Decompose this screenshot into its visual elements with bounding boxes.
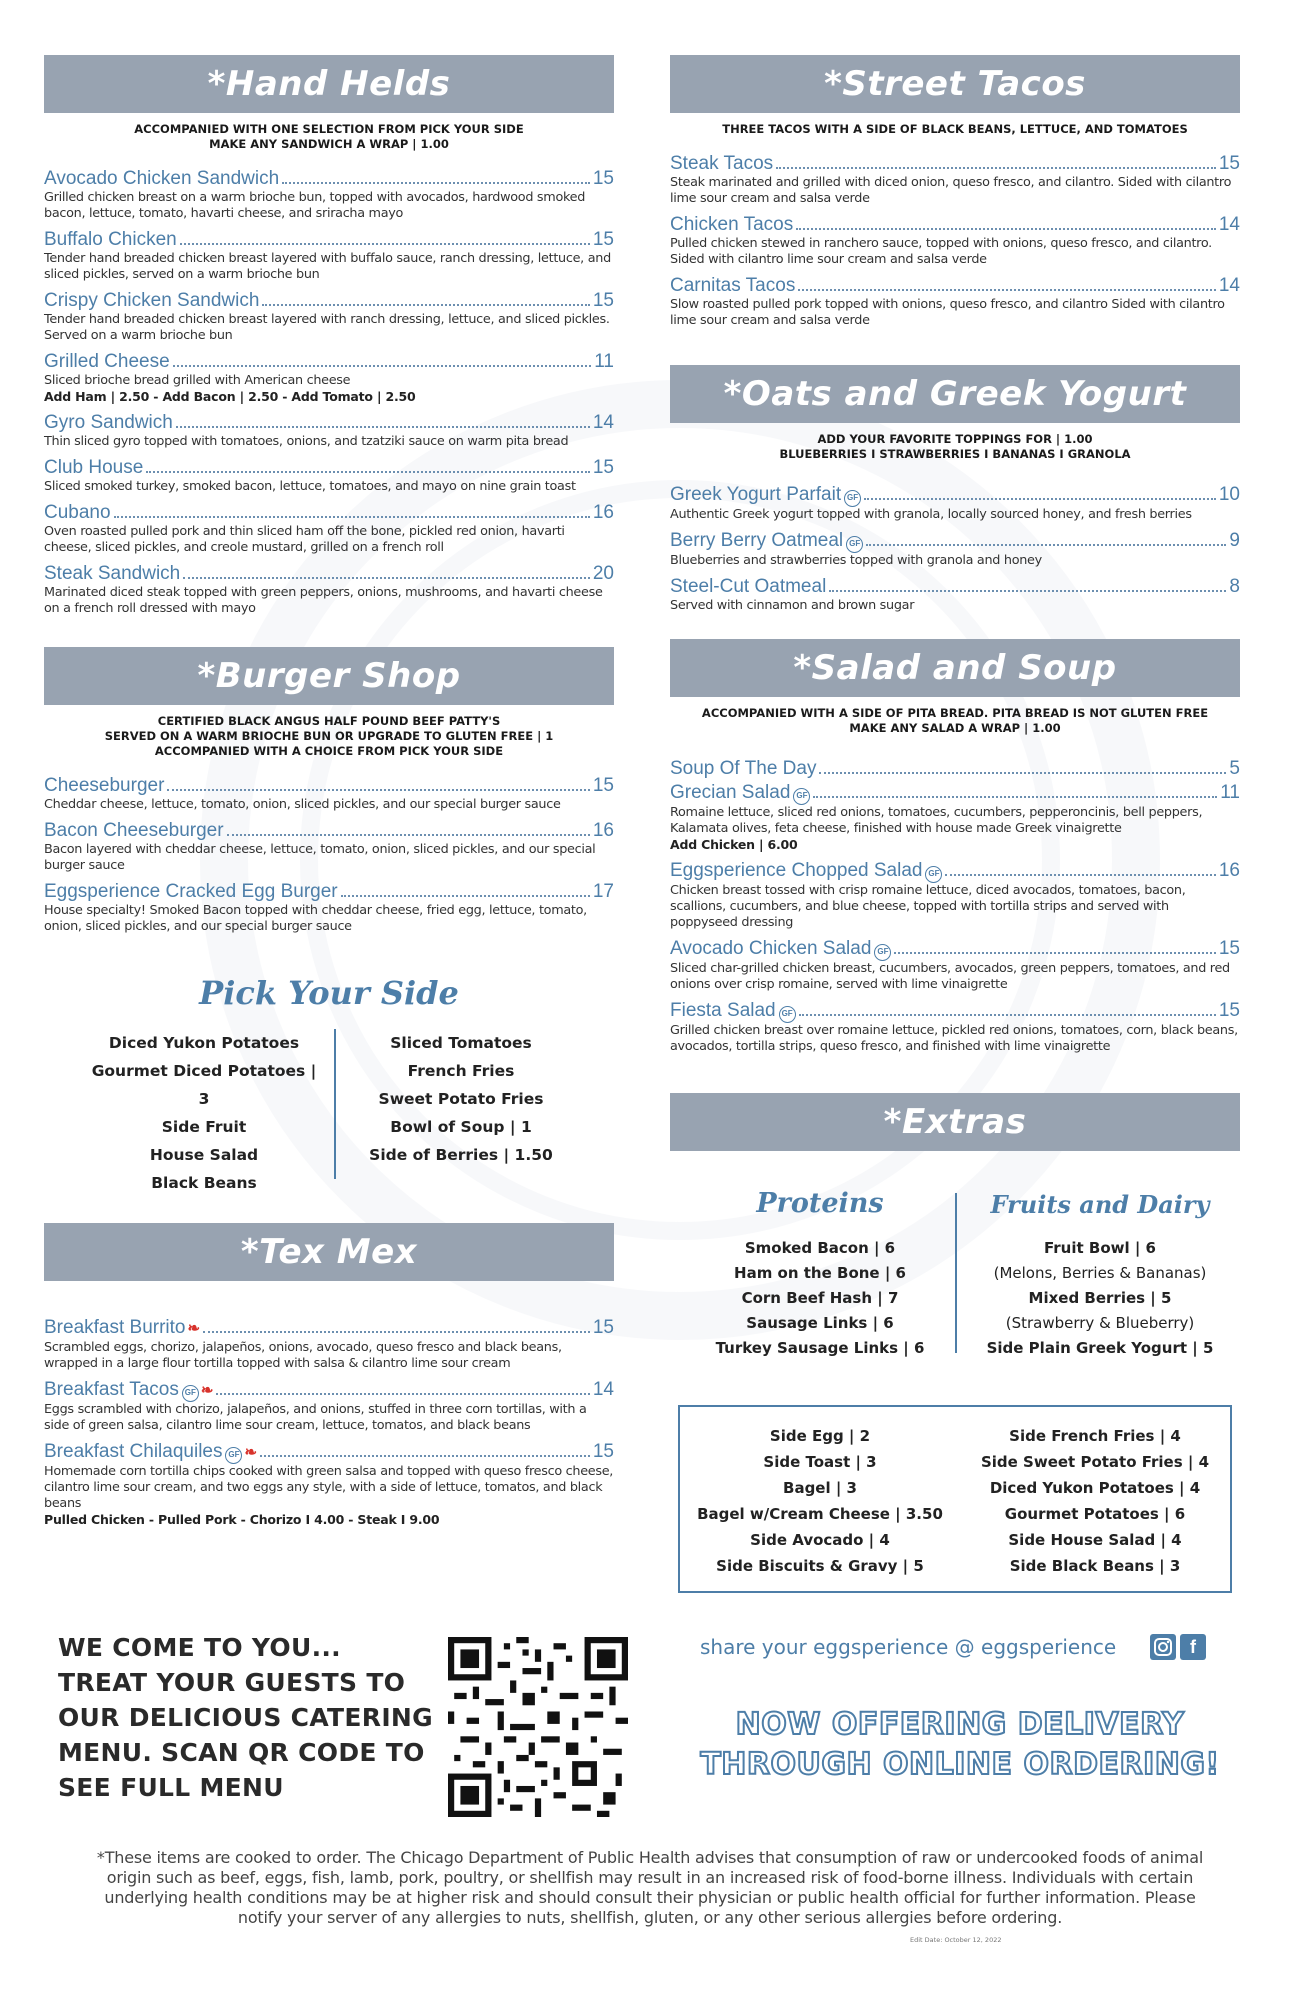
item-description: Authentic Greek yogurt topped with granola, locally sourced honey, and fresh berries [670,507,1192,522]
item-description: Homemade corn tortilla chips cooked with green salsa and topped with queso fresco cheese, cilantro lime sour cream, and two eggs any style, with a side of lettuce, tomatos, and black beans [44,1464,614,1511]
extra-item: Side French Fries | 4 [1009,1427,1181,1445]
menu-item [44,502,614,556]
share-text: share your eggsperience @ eggsperience [700,1635,1117,1659]
item-price: 15 [592,290,614,311]
pick-your-side-section [44,973,614,1192]
facebook-icon[interactable]: f [1180,1634,1206,1660]
section-subtitle [670,432,1240,462]
gluten-free-icon: GF [874,944,891,961]
item-price: 15 [1218,938,1240,959]
item-name: Breakfast Burrito [44,1317,186,1338]
menu-item [44,1317,614,1372]
menu-item [44,775,614,813]
side-option: Black Beans [151,1174,257,1192]
menu-item [670,758,1240,780]
item-price: 17 [592,881,614,902]
item-description: House specialty! Smoked Bacon topped with cheddar cheese, fried egg, lettuce, tomato, onion, sliced pickles, and our special burger sauce [44,903,587,934]
menu-item [670,484,1240,523]
section-banner: *Extras [670,1093,1240,1151]
section-banner: *Hand Helds [44,55,614,113]
leader-dots [203,1331,590,1333]
item-description: Pulled chicken stewed in ranchero sauce, topped with onions, queso fresco, and cilantro. Sided with cilantro lime sour cream and salsa verde [670,236,1212,267]
leader-dots [798,289,1216,291]
subtitle-line: SERVED ON A WARM BRIOCHE BUN OR UPGRADE TO GLUTEN FREE | 1 [104,729,554,743]
subtitle-line: ACCOMPANIED WITH ONE SELECTION FROM PICK YOUR SIDE [134,122,524,136]
section-subtitle [44,122,614,152]
side-option: Side of Berries | 1.50 [369,1146,553,1164]
side-option: Diced Yukon Potatoes [108,1034,300,1052]
item-price: 5 [1229,758,1240,779]
menu-item [44,820,614,874]
sides-box-left [680,1423,960,1579]
item-name: Greek Yogurt Parfait [670,484,842,505]
spicy-pepper-icon: ❧ [187,1320,201,1337]
menu-item [670,782,1240,853]
divider [955,1193,957,1353]
extra-item: Sausage Links | 6 [746,1314,894,1332]
extra-item: Side Toast | 3 [763,1453,877,1471]
delivery-banner [680,1705,1240,1785]
item-description: Bacon layered with cheddar cheese, lettuce, tomato, onion, sliced pickles, and our special burger sauce [44,842,596,873]
item-name: Crispy Chicken Sandwich [44,290,260,311]
leader-dots [799,1014,1216,1016]
item-description: Scrambled eggs, chorizo, jalapeños, onions, avocado, queso fresco and black beans, wrapped in a large flour tortilla topped with salsa & cilantro lime sour cream [44,1340,562,1371]
menu-item [44,351,614,405]
edit-date: Edit Date: October 12, 2022 [910,1936,1002,1944]
item-name: Avocado Chicken Sandwich [44,168,280,189]
item-description: Slow roasted pulled pork topped with onions, queso fresco, and cilantro Sided with cilantro lime sour cream and salsa verde [670,297,1225,328]
menu-item [670,214,1240,268]
gluten-free-icon: GF [793,788,810,805]
side-option: French Fries [407,1062,515,1080]
item-name: Steel-Cut Oatmeal [670,576,827,597]
menu-item [670,938,1240,993]
gluten-free-icon: GF [925,866,942,883]
item-name: Berry Berry Oatmeal [670,530,844,551]
leader-dots [796,228,1216,230]
menu-item [670,275,1240,329]
item-description: Tender hand breaded chicken breast layered with buffalo sauce, ranch dressing, lettuce, and sliced pickles, served on a warm brioche bun [44,251,611,282]
item-name: Grilled Cheese [44,351,170,372]
item-price: 16 [592,820,614,841]
side-option: Gourmet Diced Potatoes | 3 [91,1062,317,1108]
side-options-left [84,1029,324,1197]
item-name: Chicken Tacos [670,214,794,235]
leader-dots [227,834,590,836]
leader-dots [864,498,1216,500]
item-name: Cubano [44,502,111,523]
leader-dots [282,182,590,184]
item-name: Carnitas Tacos [670,275,796,296]
extra-note: (Strawberry & Blueberry) [1005,1314,1195,1332]
delivery-line: NOW OFFERING DELIVERY [735,1707,1185,1742]
leader-dots [167,789,589,791]
item-price: 14 [1218,275,1240,296]
item-price: 15 [592,229,614,250]
menu-item [44,229,614,283]
item-price: 16 [592,502,614,523]
leader-dots [176,426,590,428]
section-subtitle [670,122,1240,137]
subtitle-line: CERTIFIED BLACK ANGUS HALF POUND BEEF PATTY'S [157,714,501,728]
extra-item: Side Egg | 2 [769,1427,871,1445]
extra-item: Smoked Bacon | 6 [744,1239,896,1257]
extra-item: Corn Beef Hash | 7 [741,1289,899,1307]
item-description: Sliced char-grilled chicken breast, cucumbers, avocados, green peppers, tomatoes, and red onions over crisp romaine, served with lime vinaigrette [670,961,1230,992]
subtitle-line: BLUEBERRIES I STRAWBERRIES I BANANAS I GRANOLA [779,447,1131,461]
leader-dots [173,365,592,367]
item-addon: Add Ham | 2.50 - Add Bacon | 2.50 - Add Tomato | 2.50 [44,389,416,404]
item-description: Oven roasted pulled pork and thin sliced ham off the bone, pickled red onion, havarti cheese, sliced pickles, and creole mustard, grilled on a french roll [44,524,565,555]
hand-helds-section [44,55,614,624]
extra-item: Side Plain Greek Yogurt | 5 [986,1339,1214,1357]
burger-shop-section [44,647,614,942]
extra-item: Diced Yukon Potatoes | 4 [989,1479,1201,1497]
qr-code-icon[interactable] [448,1637,628,1817]
extra-item: Bagel | 3 [783,1479,857,1497]
item-name: Soup Of The Day [670,758,817,779]
gluten-free-icon: GF [225,1447,242,1464]
extra-item: Mixed Berries | 5 [1028,1289,1172,1307]
gluten-free-icon: GF [182,1385,199,1402]
item-price: 20 [592,563,614,584]
proteins-title: Proteins [756,1188,884,1219]
menu-item [44,563,614,617]
subtitle-line: ACCOMPANIED WITH A SIDE OF PITA BREAD. PITA BREAD IS NOT GLUTEN FREE [701,706,1209,720]
instagram-icon[interactable] [1150,1634,1176,1660]
extra-item: Side Black Beans | 3 [1009,1557,1181,1575]
street-tacos-section [670,55,1240,336]
subtitle-line: MAKE ANY SALAD A WRAP | 1.00 [849,721,1061,735]
item-price: 15 [592,775,614,796]
menu-item [44,881,614,935]
delivery-line: THROUGH ONLINE ORDERING! [700,1747,1220,1782]
item-price: 11 [594,351,614,372]
section-banner: *Salad and Soup [670,639,1240,697]
menu-item [44,168,614,222]
salad-soup-section [670,639,1240,1062]
menu-item [44,412,614,450]
item-addon: Add Chicken | 6.00 [670,837,798,852]
item-price: 14 [592,1379,614,1400]
catering-promo: WE COME TO YOU... TREAT YOUR GUESTS TO OUR DELICIOUS CATERING MENU. SCAN QR CODE TO SEE FULL MENU [58,1633,433,1802]
extra-item: Ham on the Bone | 6 [734,1264,906,1282]
menu-items [670,484,1240,614]
subtitle-line: MAKE ANY SANDWICH A WRAP | 1.00 [209,137,449,151]
gluten-free-icon: GF [844,490,861,507]
side-option: Sweet Potato Fries [378,1090,544,1108]
item-price: 14 [1218,214,1240,235]
leader-dots [114,516,590,518]
item-description: Marinated diced steak topped with green peppers, onions, mushrooms, and havarti cheese on a french roll dressed with mayo [44,585,603,616]
side-options-right [346,1029,576,1197]
menu-item [44,1441,614,1528]
leader-dots [341,895,590,897]
extra-item: Bagel w/Cream Cheese | 3.50 [697,1505,943,1523]
section-subtitle [670,706,1240,736]
menu-item [44,457,614,495]
menu-item [670,1000,1240,1055]
subtitle-line: ACCOMPANIED WITH A CHOICE FROM PICK YOUR SIDE [154,744,504,758]
leader-dots [260,1455,590,1457]
item-price: 15 [592,168,614,189]
extra-item: Side Avocado | 4 [750,1531,890,1549]
leader-dots [180,243,590,245]
item-name: Gyro Sandwich [44,412,173,433]
item-description: Sliced brioche bread grilled with American cheese [44,373,351,388]
item-description: Grilled chicken breast on a warm brioche bun, topped with avocados, hardwood smoked bacon, lettuce, tomato, havarti cheese, and sriracha mayo [44,190,586,221]
menu-items [670,758,1240,1055]
item-price: 10 [1218,484,1240,505]
spicy-pepper-icon: ❧ [244,1444,258,1461]
leader-dots [262,304,589,306]
leader-dots [945,874,1215,876]
item-description: Romaine lettuce, sliced red onions, tomatoes, cucumbers, pepperoncinis, bell peppers, Kalamata olives, feta cheese, finished with house made Greek vinaigrette [670,805,1203,836]
extra-item: Turkey Sausage Links | 6 [715,1339,925,1357]
extra-note: (Melons, Berries & Bananas) [993,1264,1207,1282]
menu-item [44,1379,614,1434]
item-description: Eggs scrambled with chorizo, jalapeños, and onions, stuffed in three corn tortillas, with a side of green salsa, cilantro lime sour cream, lettuce, tomatos, and black beans [44,1402,587,1433]
divider [334,1029,336,1179]
side-option: Sliced Tomatoes [390,1034,532,1052]
leader-dots [813,796,1217,798]
item-name: Eggsperience Chopped Salad [670,860,923,881]
sides-box [678,1405,1232,1593]
leader-dots [183,577,590,579]
leader-dots [776,167,1216,169]
menu-item [670,153,1240,207]
fruits-dairy-title: Fruits and Dairy [990,1190,1210,1219]
section-banner: *Street Tacos [670,55,1240,113]
fruits-dairy-list [965,1236,1235,1361]
sides-box-right [960,1423,1230,1579]
spicy-pepper-icon: ❧ [200,1382,214,1399]
item-price: 14 [592,412,614,433]
item-name: Breakfast Tacos [44,1379,179,1400]
leader-dots [146,471,590,473]
item-description: Sliced smoked turkey, smoked bacon, lettuce, tomatoes, and mayo on nine grain toast [44,479,576,494]
leader-dots [894,952,1215,954]
item-description: Cheddar cheese, lettuce, tomato, onion, sliced pickles, and our special burger sauce [44,797,561,812]
item-name: Eggsperience Cracked Egg Burger [44,881,338,902]
leader-dots [819,772,1226,774]
tex-mex-section [44,1223,614,1535]
item-name: Club House [44,457,144,478]
item-description: Tender hand breaded chicken breast layered with ranch dressing, lettuce, and sliced pickles. Served on a warm brioche bun [44,312,610,343]
section-banner: *Oats and Greek Yogurt [670,365,1240,423]
menu-items [44,168,614,617]
proteins-list [700,1236,940,1361]
extra-item: Side Sweet Potato Fries | 4 [980,1453,1210,1471]
leader-dots [216,1393,589,1395]
extra-item: Fruit Bowl | 6 [1044,1239,1156,1257]
leader-dots [829,590,1226,592]
extra-item: Gourmet Potatoes | 6 [1004,1505,1186,1523]
item-addon: Pulled Chicken - Pulled Pork - Chorizo I 4.00 - Steak I 9.00 [44,1512,440,1527]
item-description: Thin sliced gyro topped with tomatoes, onions, and tzatziki sauce on warm pita bread [44,434,569,449]
side-option: House Salad [149,1146,259,1164]
item-name: Steak Sandwich [44,563,181,584]
item-price: 11 [1220,782,1240,803]
extra-item: Side House Salad | 4 [1008,1531,1182,1549]
item-description: Blueberries and strawberries topped with granola and honey [670,553,1042,568]
side-options [84,1029,584,1197]
item-name: Grecian Salad [670,782,791,803]
subtitle-line: THREE TACOS WITH A SIDE OF BLACK BEANS, LETTUCE, AND TOMATOES [722,122,1188,136]
leader-dots [866,544,1226,546]
item-name: Avocado Chicken Salad [670,938,872,959]
item-name: Bacon Cheeseburger [44,820,224,841]
item-name: Fiesta Salad [670,1000,776,1021]
item-price: 15 [592,1317,614,1338]
item-name: Steak Tacos [670,153,774,174]
menu-item [670,576,1240,614]
item-description: Chicken breast tossed with crisp romaine lettuce, diced avocados, tomatoes, bacon, scallions, cucumbers, and blue cheese, topped with tortilla strips and served with poppyseed dressing [670,883,1186,930]
item-description: Grilled chicken breast over romaine lettuce, pickled red onions, tomatoes, corn, black beans, avocados, tortilla strips, queso fresco, and finished with lime vinaigrette [670,1023,1238,1054]
item-price: 15 [1218,1000,1240,1021]
item-price: 9 [1229,530,1240,551]
side-option: Side Fruit [161,1118,247,1136]
menu-items [44,775,614,935]
item-price: 16 [1218,860,1240,881]
menu-item [670,860,1240,931]
oats-section [670,365,1240,621]
section-banner: *Tex Mex [44,1223,614,1281]
gluten-free-icon: GF [846,536,863,553]
item-price: 8 [1229,576,1240,597]
menu-item [44,290,614,344]
item-description: Steak marinated and grilled with diced onion, queso fresco, and cilantro. Sided with cilantro lime sour cream and salsa verde [670,175,1232,206]
subtitle-line: ADD YOUR FAVORITE TOPPINGS FOR | 1.00 [817,432,1093,446]
health-disclaimer: *These items are cooked to order. The Chicago Department of Public Health advises that consumption of raw or undercooked foods of animal origin such as beef, eggs, fish, lamb, pork, poultry, or shellfish may result in an increased risk of food-borne illness. Individuals with certain underlying health conditions may be at higher risk and should consult their physician or public health official for further information. Please notify your server of any allergies to nuts, shellfish, gluten, or any other serious allergies before ordering. [96,1848,1204,1927]
section-banner: *Burger Shop [44,647,614,705]
menu-items [44,1317,614,1528]
section-subtitle [44,714,614,759]
menu-item [670,530,1240,569]
item-price: 15 [592,1441,614,1462]
item-name: Breakfast Chilaquiles [44,1441,223,1462]
extra-item: Side Biscuits & Gravy | 5 [716,1557,924,1575]
menu-items [670,153,1240,329]
item-name: Cheeseburger [44,775,165,796]
gluten-free-icon: GF [779,1006,796,1023]
extras-section [670,1093,1240,1357]
item-name: Buffalo Chicken [44,229,177,250]
pick-side-title: Pick Your Side [199,974,459,1012]
item-price: 15 [1218,153,1240,174]
side-option: Bowl of Soup | 1 [390,1118,532,1136]
item-description: Served with cinnamon and brown sugar [670,598,915,613]
item-price: 15 [592,457,614,478]
